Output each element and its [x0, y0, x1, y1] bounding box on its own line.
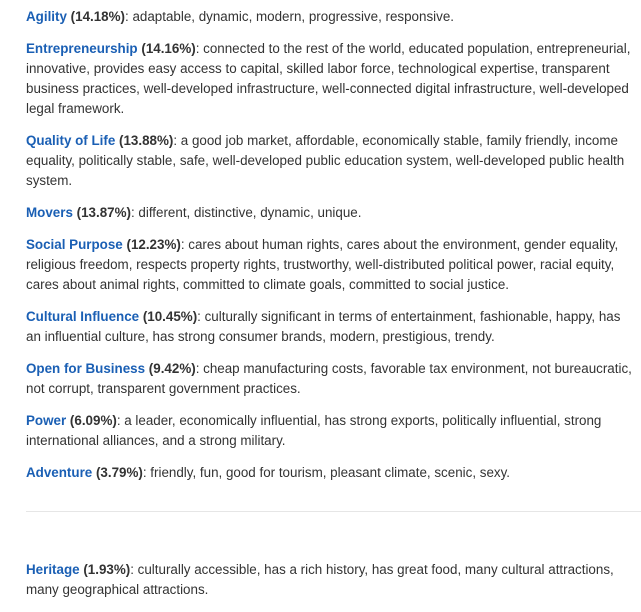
description: : a good job market, affordable, economically stable, family friendly, income equality, politically stable, safe, well-developed public education system, well-developed public health system.	[26, 133, 625, 188]
percentage: (9.42%)	[148, 361, 196, 376]
term-link[interactable]: Adventure	[26, 465, 93, 480]
list-item-social-purpose	[26, 235, 638, 295]
description: : a leader, economically influential, has strong exports, politically influential, strong international alliances, and a strong military.	[26, 413, 602, 448]
list-item-entrepreneurship	[26, 39, 638, 119]
list-item-movers	[26, 203, 638, 223]
term-link[interactable]: Entrepreneurship	[26, 41, 138, 56]
percentage: (10.45%)	[142, 309, 198, 324]
description: : cheap manufacturing costs, favorable tax environment, not bureaucratic, not corrupt, transparent government practices.	[26, 361, 632, 396]
percentage: (14.16%)	[141, 41, 196, 56]
percentage: (1.93%)	[83, 562, 131, 577]
term-link[interactable]: Quality of Life	[26, 133, 116, 148]
description: : cares about human rights, cares about the environment, gender equality, religious freedom, respects property rights, trustworthy, well-distributed political power, racial equity, cares about animal rights, committed to climate goals, committed to social justice.	[26, 237, 619, 292]
term-link[interactable]: Cultural Influence	[26, 309, 140, 324]
percentage: (6.09%)	[69, 413, 117, 428]
term-link[interactable]: Power	[26, 413, 67, 428]
list-item-power	[26, 411, 638, 451]
description: : different, distinctive, dynamic, unique.	[130, 205, 362, 220]
term-link[interactable]: Movers	[26, 205, 73, 220]
description: : adaptable, dynamic, modern, progressive, responsive.	[125, 9, 454, 24]
term-link[interactable]: Social Purpose	[26, 237, 123, 252]
percentage: (3.79%)	[95, 465, 143, 480]
description: : culturally accessible, has a rich history, has great food, many cultural attractions, many geographical attractions.	[26, 562, 614, 597]
list-item-adventure	[26, 463, 638, 483]
section-divider	[26, 511, 641, 512]
list-item-quality-of-life	[26, 131, 638, 191]
list-item-cultural-influence	[26, 307, 638, 347]
list-item-open-for-business	[26, 359, 638, 399]
percentage: (13.87%)	[76, 205, 131, 220]
term-link[interactable]: Agility	[26, 9, 67, 24]
description: : culturally significant in terms of entertainment, fashionable, happy, has an influential culture, has strong consumer brands, modern, prestigious, trendy.	[26, 309, 621, 344]
term-link[interactable]: Open for Business	[26, 361, 146, 376]
term-link[interactable]: Heritage	[26, 562, 80, 577]
article-body	[26, 7, 638, 495]
description: : friendly, fun, good for tourism, pleasant climate, scenic, sexy.	[142, 465, 511, 480]
percentage: (12.23%)	[126, 237, 181, 252]
description: : connected to the rest of the world, educated population, entrepreneurial, innovative, provides easy access to capital, skilled labor force, technological expertise, transparent business practices, well-developed infrastructure, well-connected digital infrastructure, well-developed legal framework.	[26, 41, 631, 116]
percentage: (13.88%)	[119, 133, 174, 148]
list-item-agility	[26, 7, 638, 27]
list-item-heritage	[26, 560, 638, 600]
percentage: (14.18%)	[70, 9, 125, 24]
